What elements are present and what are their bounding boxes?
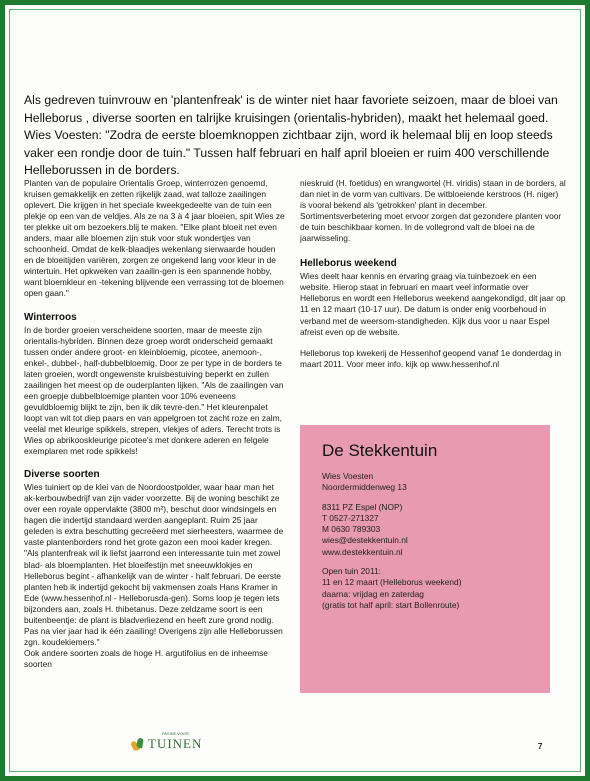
- left-column: [24, 178, 286, 680]
- info-box-website[interactable]: www.destekkentuin.nl: [322, 546, 403, 557]
- info-box-open-line-2: daarna: vrijdag en zaterdag: [322, 588, 424, 599]
- leaf-icon: [132, 738, 146, 752]
- info-box-mobile: M 0630 789303: [322, 524, 381, 535]
- logo-wordmark: [148, 731, 203, 752]
- info-box-stekkentuin: [300, 425, 550, 693]
- info-box-title: De Stekkentuin: [322, 441, 438, 460]
- heading-helleborus-weekend: Helleborus weekend: [300, 258, 397, 270]
- info-box-street: Noordermiddenweg 13: [322, 482, 407, 493]
- intro-paragraph: Als gedreven tuinvrouw en 'plantenfreak' is de winter niet haar favoriete seizoen, maar de bloei van Helleborus , diverse soorten en talrijke kruisingen (orientalis-hybriden), maakt het helemaal goed. Wies Voesten: "Zodra de eerste bloemknoppen zichtbaar zijn, word ik helemaal blij en loop steeds vaker een rondje door de tuin." Tussen half februari en half april bloeien er ruim 400 verschillende Helleborussen in de borders.: [24, 93, 558, 177]
- page-number: 7: [538, 742, 543, 751]
- left-paragraph-3: Wies tuiniert op de klei van de Noordoostpolder, waar haar man het ak-kerbouwbedrijf van zijn vader voorzette. Bij de woning beschikt ze over een royale oppervlakte (3800 m²), beschut door windsingels en hagen die indertijd standaard werden aangeplant. Ruim 25 jaar geleden is extra beschutting gecreëerd met sierheesters, waarmee de vaste plantenborders rond het grote gazon een mooi kader kregen. "Als plantenfreak wil ik liefst jaarrond een interessante tuin met zowel blad- als bloemplanten. Het bloeifestijn met sneeuwklokjes en Helleborus begint - afhankelijk van de winter - half februari. De eerste planten heb ik indertijd gekocht bij vakmensen zoals Hans Kramer in Ede (www.hessenhof.nl - Helleborusda-gen). Soms loop je tegen iets bijzonders aan, zoals H. thibetanus. Deze zeldzame soort is een buitenbeentje: de plant is bladverliezend en heeft zure grond nodig. Pas na vier jaar had ik één zaailing! Overigens zijn alle Helleborussen zgn. koudekiemers.": [24, 482, 284, 647]
- logo-text: TUINEN: [148, 736, 203, 751]
- logo-tagline: PASSIE VOOR: [162, 731, 190, 736]
- info-box-open-line-3: (gratis tot half april: start Bollenroute): [322, 599, 460, 610]
- info-box-open-title: Open tuin 2011:: [322, 566, 381, 577]
- info-box-phone: T 0527-271327: [322, 512, 379, 523]
- info-box-name: Wies Voesten: [322, 471, 374, 481]
- magazine-logo: [132, 731, 203, 752]
- info-box-postal: 8311 PZ Espel (NOP): [322, 501, 403, 512]
- right-paragraph-2: Wies deelt haar kennis en ervaring graag via tuinbezoek en een website. Hierop staat in februari en maart veel informatie over Helleborus en wordt een Helleborus weekend aangekondigd, dit jaar op 11 en 12 maart (10-17 uur). De datum is onder enig voorbehoud in verband met de weersom-standigheden. Kijk dus voor u naar Espel afreist even op de website.: [300, 271, 566, 337]
- left-paragraph-2: In de border groeien verscheidene soorten, maar de meeste zijn orientalis-hybriden. Binnen deze groep wordt onderscheid gemaakt tussen onder andere groot- en kleinbloemig, picotee, anemoon-, enkel-, dubbel-, half-dubbelbloemig. Door ze per type in de borders te laten groeien, wordt ongewenste kruisbestuiving beperkt en zullen zaailingen het meest op de ouderplanten lijken. "Als de zaailingen van een groepje dubbelbloemige planten voor 10% eveneens gevuldbloemig blijkt te zijn, ben ik dik tevre-den." Het kleurenpalet loopt van wit tot diep paars en van appelgroen tot zacht roze en zalm, veelal met kleurige spikkels, strepen, vlekjes of aders. Terecht trots is Wies op abrikooskleurige picotee's met donkere aderen en felgele exemplaren met rode spikkels!: [24, 324, 284, 457]
- left-paragraph-4: Ook andere soorten zoals de hoge H. argutifolius en de inheemse soorten: [24, 647, 268, 669]
- left-paragraph-1: Planten van de populaire Orientalis Groep, winterrozen genoemd, kruisen gemakkelijk en zetten rijkelijk zaad, wat talloze zaailingen oplevert. Die krijgen in het speciale kweekgedeelte van de tuin een plekje op een van de veldjes. Als ze na 3 à 4 jaar bloeien, spit Wies ze ter plekke uit om bezoekers.blij te maken. "Elke plant bloeit net even anders, maar alle bloemen zijn stuk voor stuk wondertjes van schoonheid. Omdat de kelk-blaadjes wekenlang sierwaarde houden en de bloeitijden variëren, zorgen ze ongekend lang voor kleur in de wintertuin. Het opkweken van zaailin-gen is een spannende hobby, want bloemkleur en -tekening blijvende een verrassing tot de bloemen open gaan.": [24, 178, 285, 299]
- right-paragraph-1: nieskruid (H. foetidus) en wrangwortel (H. viridis) staan in de borders, al dan niet in de vorm van cultivars. De witbloeiende kerstroos (H. niger) is vooral bekend als 'getrokken' plant in december. Sortimentsverbetering moet ervoor zorgen dat gezondere planten voor de tuin beschikbaar komen. In de vollegrond valt de bloei na de jaarwisseling.: [300, 178, 566, 244]
- info-box-email[interactable]: wies@destekkentuin.nl: [322, 535, 408, 546]
- heading-winterroos: Winterroos: [24, 311, 77, 323]
- info-box-open-line-1: 11 en 12 maart (Helleborus weekend): [322, 577, 462, 588]
- right-paragraph-3: Helleborus top kwekerij de Hessenhof geopend vanaf 1e donderdag in maart 2011. Voor meer info. kijk op www.hessenhof.nl: [300, 347, 562, 369]
- heading-diverse-soorten: Diverse soorten: [24, 469, 100, 481]
- right-column: [300, 178, 566, 380]
